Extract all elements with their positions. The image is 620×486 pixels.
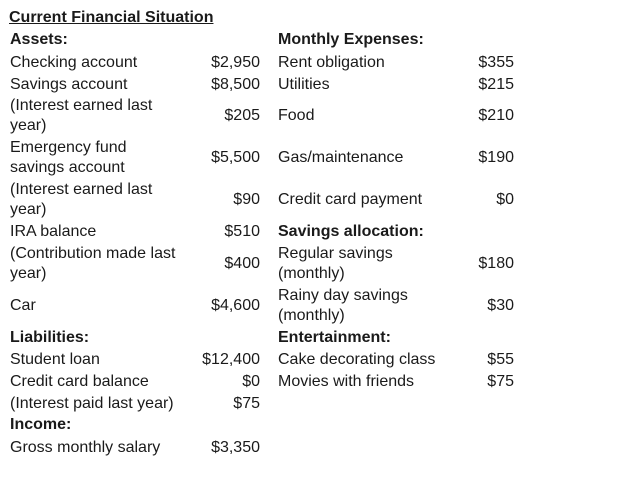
income-header: Income: bbox=[10, 416, 72, 433]
expense-row-value: $0 bbox=[496, 191, 514, 208]
entertainment-row-value: $55 bbox=[487, 351, 514, 368]
asset-row-value: $2,950 bbox=[211, 54, 260, 71]
expense-row-value: $210 bbox=[478, 107, 514, 124]
expense-row-label: Rent obligation bbox=[278, 54, 385, 71]
asset-row-label: (Interest earned last bbox=[10, 97, 153, 114]
page-title: Current Financial Situation bbox=[9, 9, 214, 26]
liability-row-value: $75 bbox=[233, 395, 260, 412]
asset-row-label: Savings account bbox=[10, 76, 128, 93]
expense-row-value: $355 bbox=[478, 54, 514, 71]
asset-row-value: $400 bbox=[224, 255, 260, 272]
asset-row-label: (Contribution made last bbox=[10, 245, 176, 262]
asset-row-label: (Interest earned last bbox=[10, 181, 153, 198]
asset-row-label: year) bbox=[10, 265, 47, 282]
liability-row-label: Student loan bbox=[10, 351, 100, 368]
asset-row-label: Checking account bbox=[10, 54, 138, 71]
savings-row-value: $30 bbox=[487, 297, 514, 314]
asset-row-label: IRA balance bbox=[10, 223, 97, 240]
expense-row-label: Food bbox=[278, 107, 315, 124]
income-row-label: Gross monthly salary bbox=[10, 439, 161, 456]
entertainment-row-label: Cake decorating class bbox=[278, 351, 436, 368]
asset-row-value: $205 bbox=[224, 107, 260, 124]
savings-header: Savings allocation: bbox=[278, 223, 424, 240]
liability-row-value: $0 bbox=[242, 373, 260, 390]
asset-row-label: Emergency fund bbox=[10, 139, 127, 156]
asset-row-value: $510 bbox=[224, 223, 260, 240]
entertainment-row-value: $75 bbox=[487, 373, 514, 390]
expense-row-label: Credit card payment bbox=[278, 191, 423, 208]
liability-row-label: (Interest paid last year) bbox=[10, 395, 174, 412]
expense-row-label: Gas/maintenance bbox=[278, 149, 404, 166]
expense-row-value: $190 bbox=[478, 149, 514, 166]
savings-row-label: (monthly) bbox=[278, 265, 345, 282]
asset-row-value: $5,500 bbox=[211, 149, 260, 166]
liability-row-label: Credit card balance bbox=[10, 373, 149, 390]
savings-row-value: $180 bbox=[478, 255, 514, 272]
liabilities-header: Liabilities: bbox=[10, 329, 90, 346]
assets-header: Assets: bbox=[10, 31, 68, 48]
expense-row-label: Utilities bbox=[278, 76, 330, 93]
asset-row-value: $8,500 bbox=[211, 76, 260, 93]
liability-row-value: $12,400 bbox=[202, 351, 260, 368]
asset-row-label: year) bbox=[10, 117, 47, 134]
entertainment-header: Entertainment: bbox=[278, 329, 391, 346]
expense-row-value: $215 bbox=[478, 76, 514, 93]
asset-row-label: savings account bbox=[10, 159, 125, 176]
asset-row-label: year) bbox=[10, 201, 47, 218]
savings-row-label: (monthly) bbox=[278, 307, 345, 324]
income-row-value: $3,350 bbox=[211, 439, 260, 456]
savings-row-label: Regular savings bbox=[278, 245, 393, 262]
asset-row-label: Car bbox=[10, 297, 36, 314]
savings-row-label: Rainy day savings bbox=[278, 287, 408, 304]
asset-row-value: $90 bbox=[233, 191, 260, 208]
expenses-header: Monthly Expenses: bbox=[278, 31, 424, 48]
entertainment-row-label: Movies with friends bbox=[278, 373, 415, 390]
asset-row-value: $4,600 bbox=[211, 297, 260, 314]
